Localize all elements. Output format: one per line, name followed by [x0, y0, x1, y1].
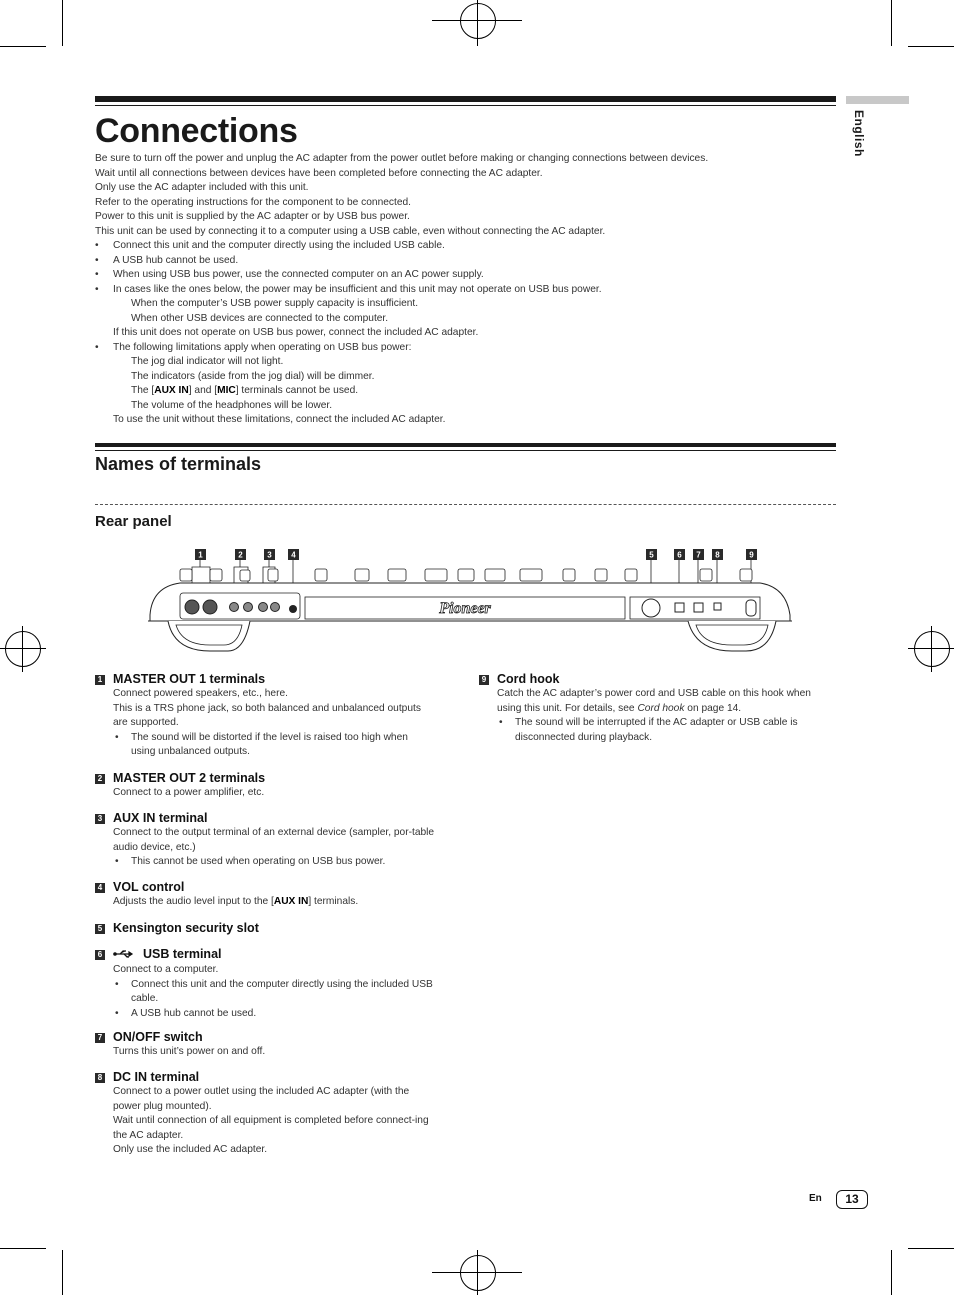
page-title: Connections: [95, 112, 298, 150]
callout-6: 6: [677, 550, 682, 560]
section-rule: [95, 443, 836, 447]
list-item: • When using USB bus power, use the connected computer on an AC power supply.: [95, 268, 835, 283]
list-item: 3 AUX IN terminal Connect to the output terminal of an external device (sampler, por-table audio device, etc.) • This cannot be used when operating on USB bus power.: [95, 811, 435, 870]
list-item: 8 DC IN terminal Connect to a power outlet using the included AC adapter (with the power plug mounted). Wait until connection of all equipment is completed before connect-ing the AC adapter. Only use the included AC adapter.: [95, 1070, 435, 1158]
callout-9: 9: [749, 550, 754, 560]
language-tab: English: [852, 110, 866, 157]
rear-panel-figure: [140, 545, 800, 660]
page-number: 13: [836, 1190, 868, 1209]
callout-7: 7: [696, 550, 701, 560]
list-item: 5 Kensington security slot: [95, 921, 259, 936]
callout-1: 1: [198, 550, 203, 560]
section-rule-thin: [95, 450, 836, 451]
list-item: 4 VOL control Adjusts the audio level input to the [AUX IN] terminals.: [95, 880, 358, 910]
usb-icon: [113, 948, 135, 963]
rear-panel-illustration: [140, 545, 800, 660]
list-item: • A USB hub cannot be used.: [95, 254, 835, 269]
dashed-divider: [95, 504, 836, 505]
language-tab-bar: [846, 96, 909, 104]
section-heading: Names of terminals: [95, 454, 262, 474]
header-rule-thin: [95, 105, 836, 106]
callout-2: 2: [238, 550, 243, 560]
callout-5: 5: [649, 550, 654, 560]
list-item: 9 Cord hook Catch the AC adapter’s power cord and USB cable on this hook when using this unit. For details, see Cord hook on page 14. • The sound will be interrupted if the AC adapter or USB cable is disconnected during playback.: [479, 672, 819, 745]
subsection-heading: Rear panel: [95, 513, 172, 530]
list-item: • The following limitations apply when operating on USB bus power:: [95, 341, 835, 356]
header-rule: [95, 96, 836, 102]
list-item: • Connect this unit and the computer directly using the included USB cable.: [95, 239, 835, 254]
pioneer-logo: Pioneer: [439, 600, 491, 617]
callout-3: 3: [267, 550, 272, 560]
callout-4: 4: [291, 550, 296, 560]
list-item: 6 USB terminal Connect to a computer. • Connect this unit and the computer directly using the included USB cable. • A USB hub cannot be used.: [95, 947, 435, 1021]
footer-language: En: [809, 1193, 822, 1204]
list-item: • In cases like the ones below, the power may be insufficient and this unit may not operate on USB bus power.: [95, 283, 835, 298]
list-item: 7 ON/OFF switch Turns this unit’s power on and off.: [95, 1030, 265, 1060]
callout-8: 8: [715, 550, 720, 560]
list-item: 2 MASTER OUT 2 terminals Connect to a power amplifier, etc.: [95, 771, 265, 801]
intro-text: Be sure to turn off the power and unplug the AC adapter from the power outlet before making or changing connections between devices. Wait until all connections between devices have been completed before connecting the AC adapter. Only use the AC adapter included with this unit. Refer to the operating instructions for the component to be connected. Power to this unit is supplied by the AC adapter or by USB bus power. This unit can be used by connecting it to a computer using a USB cable, even without connecting the AC adapter. • Connect this unit and the computer directly using the included USB cable. • A USB hub cannot be used. • When using USB bus power, use the connected computer on an AC power supply. • In cases like the ones below, the power may be insufficient and this unit may not operate on USB bus power. When the computer’s USB power supply capacity is insufficient. When other USB devices are connected to the computer. If this unit does not operate on USB bus power, connect the included AC adapter. • The following limitations apply when operating on USB bus power: The jog dial indicator will not light. The indicators (aside from the jog dial) will be dimmer. The [AUX IN] and [MIC] terminals cannot be used. The volume of the headphones will be lower. To use the unit without these limitations, connect the included AC adapter.: [95, 152, 835, 428]
list-item: 1 MASTER OUT 1 terminals Connect powered speakers, etc., here. This is a TRS phone jack, so both balanced and unbalanced outputs are supported. • The sound will be distorted if the level is raised too high when using unbalanced outputs.: [95, 672, 435, 760]
